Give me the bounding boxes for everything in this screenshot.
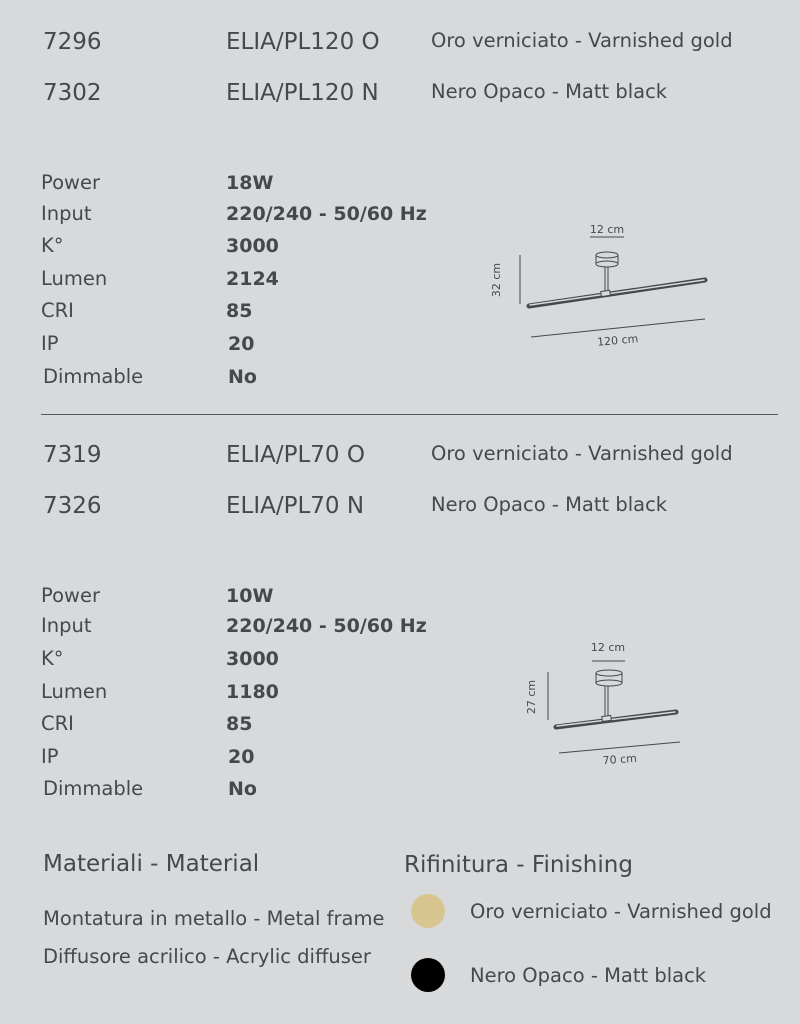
spec-label: Input xyxy=(41,202,92,225)
width-dimension-label: 12 cm xyxy=(589,223,625,236)
spec-value: 1180 xyxy=(226,681,279,703)
spec-label: Input xyxy=(41,614,92,637)
spec-value: 220/240 - 50/60 Hz xyxy=(226,615,427,637)
spec-value: 2124 xyxy=(226,268,279,290)
finish-label: Nero Opaco - Matt black xyxy=(470,964,707,987)
material-item: Montatura in metallo - Metal frame xyxy=(43,907,385,930)
spec-label: IP xyxy=(41,745,59,768)
height-dimension-label: 27 cm xyxy=(525,679,538,715)
spec-value: 18W xyxy=(226,172,274,194)
spec-value: 10W xyxy=(226,585,274,607)
spec-value: 220/240 - 50/60 Hz xyxy=(226,203,427,225)
length-dimension-label: 70 cm xyxy=(602,751,638,768)
spec-label: Dimmable xyxy=(43,365,144,388)
variant-model: ELIA/PL120 O xyxy=(226,29,380,55)
spec-label: Lumen xyxy=(41,267,108,290)
spec-value: 3000 xyxy=(226,648,279,670)
spec-label: Dimmable xyxy=(43,777,144,800)
variant-code: 7296 xyxy=(43,29,102,55)
spec-value: 85 xyxy=(226,713,253,735)
height-dimension-label: 32 cm xyxy=(490,262,503,298)
spec-label: K° xyxy=(41,647,64,670)
variant-model: ELIA/PL120 N xyxy=(226,80,379,106)
spec-label: IP xyxy=(41,332,59,355)
variant-finish: Nero Opaco - Matt black xyxy=(431,80,668,103)
variant-code: 7319 xyxy=(43,442,102,468)
gold-swatch xyxy=(411,894,445,928)
finish-label: Oro verniciato - Varnished gold xyxy=(470,900,772,923)
length-dimension-label: 120 cm xyxy=(596,332,639,349)
spec-value: 3000 xyxy=(226,235,279,257)
black-swatch xyxy=(411,958,445,992)
variant-model: ELIA/PL70 O xyxy=(226,442,365,468)
variant-model: ELIA/PL70 N xyxy=(226,493,365,519)
variant-finish: Oro verniciato - Varnished gold xyxy=(431,442,733,465)
spec-label: K° xyxy=(41,234,64,257)
spec-label: CRI xyxy=(41,712,74,735)
spec-value: 20 xyxy=(228,746,255,768)
spec-value: No xyxy=(228,778,257,800)
spec-label: Power xyxy=(41,171,100,194)
spec-label: CRI xyxy=(41,299,74,322)
variant-finish: Nero Opaco - Matt black xyxy=(431,493,668,516)
spec-label: Power xyxy=(41,584,100,607)
variant-finish: Oro verniciato - Varnished gold xyxy=(431,29,733,52)
materials-title: Materiali - Material xyxy=(43,851,260,877)
width-dimension-label: 12 cm xyxy=(590,641,626,654)
spec-label: Lumen xyxy=(41,680,108,703)
spec-value: 85 xyxy=(226,300,253,322)
finishing-title: Rifinitura - Finishing xyxy=(404,852,633,878)
spec-value: No xyxy=(228,366,257,388)
spec-value: 20 xyxy=(228,333,255,355)
material-item: Diffusore acrilico - Acrylic diffuser xyxy=(43,945,371,968)
variant-code: 7326 xyxy=(43,493,102,519)
variant-code: 7302 xyxy=(43,80,102,106)
